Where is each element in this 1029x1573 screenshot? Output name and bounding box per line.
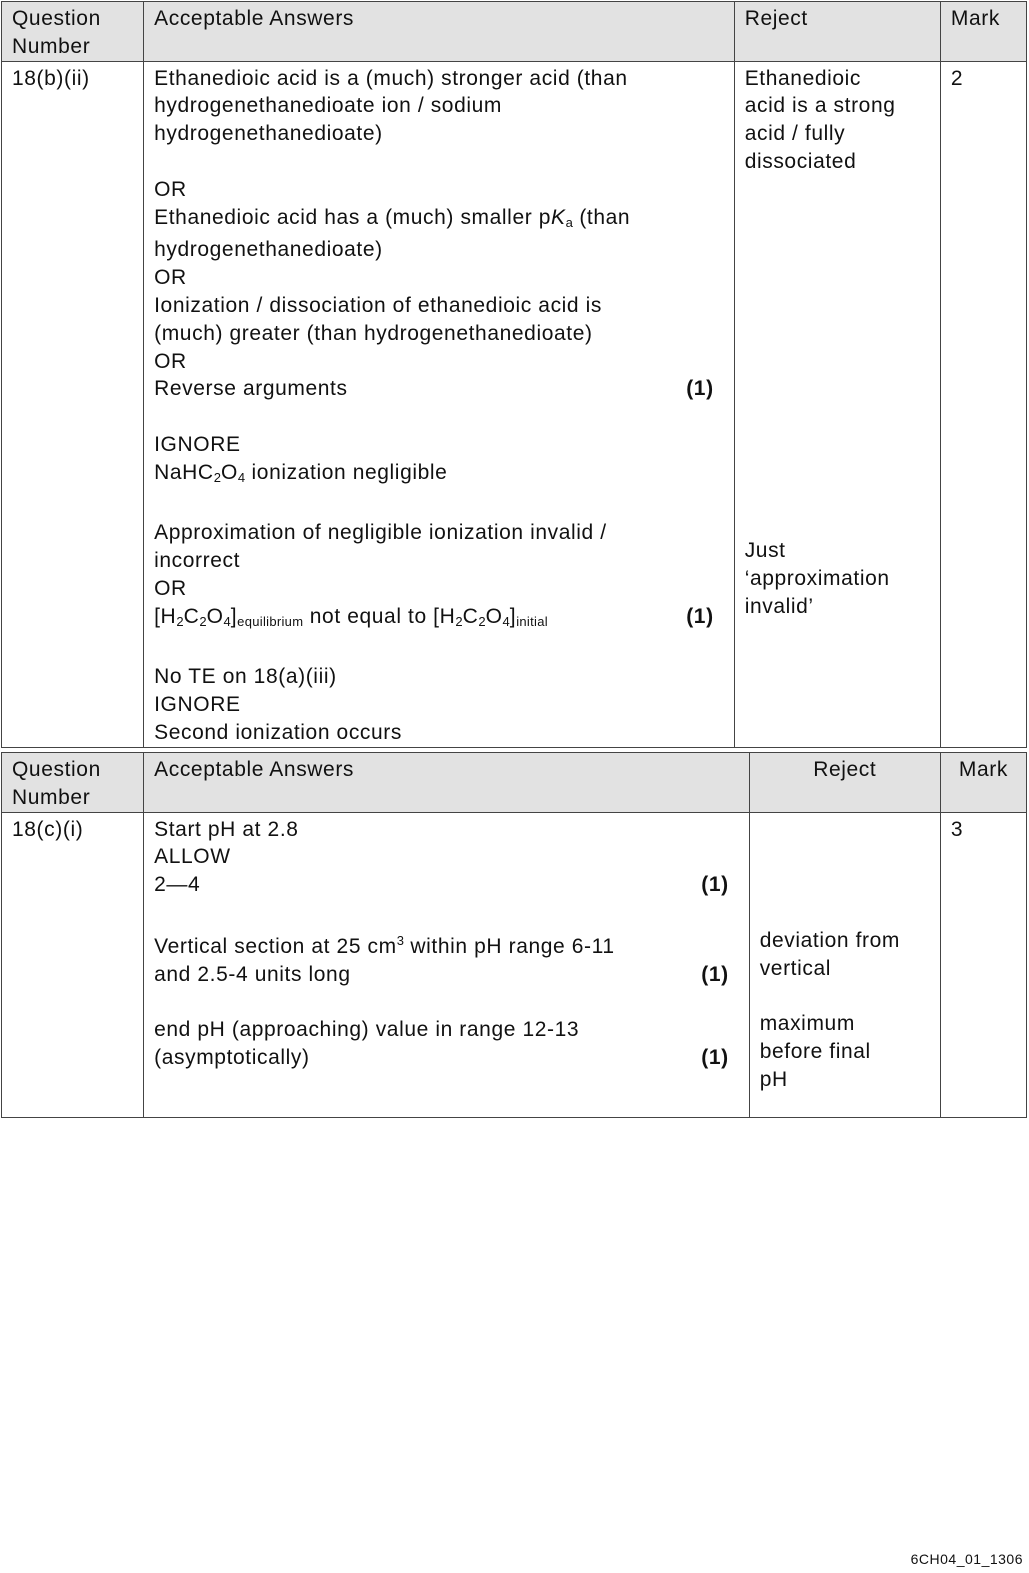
question-number: 18(b)(ii) — [2, 61, 144, 747]
header-question-number — [2, 753, 144, 813]
answer-line: Approximation of negligible ionization invalid / — [154, 521, 607, 545]
acceptable-answers-cell — [144, 61, 735, 747]
answer-line: Second ionization occurs — [154, 720, 402, 744]
reject-line: acid is a strong — [744, 94, 896, 118]
mark-allocation: (1) — [701, 873, 729, 897]
header-mark: Mark — [940, 753, 1026, 813]
header-question-line1: Question — [12, 7, 101, 30]
answer-line: hydrogenethanedioate) — [154, 238, 383, 262]
header-question-number — [2, 2, 144, 62]
mark-allocation: (1) — [701, 962, 729, 986]
answer-line: hydrogenethanedioate) — [154, 122, 383, 146]
answer-line: hydrogenethanedioate ion / sodium — [154, 94, 502, 118]
answer-line: Start pH at 2.8 — [154, 817, 299, 841]
reject-cell — [749, 812, 940, 1117]
reject-line: ‘approximation — [744, 566, 890, 590]
header-acceptable-answers: Acceptable Answers — [144, 753, 750, 813]
answer-line: end pH (approaching) value in range 12-13 — [154, 1018, 580, 1042]
or-label: OR — [154, 349, 187, 373]
mark-allocation: (1) — [686, 604, 714, 628]
mark-scheme-table-18c-i — [1, 752, 1027, 1118]
reject-line: before final — [759, 1039, 871, 1063]
answer-line: Vertical section at 25 $cm^3$ within pH range 6-11 — [154, 932, 615, 958]
header-reject: Reject — [734, 2, 940, 62]
header-reject: Reject — [749, 753, 940, 813]
reject-line: acid / fully — [744, 122, 846, 146]
or-label: OR — [154, 266, 187, 290]
header-acceptable-answers: Acceptable Answers — [144, 2, 735, 62]
reject-line: Ethanedioic — [744, 66, 862, 90]
mark-value: 3 — [940, 812, 1026, 1117]
reject-cell — [734, 61, 940, 747]
reject-line: Just — [744, 539, 786, 563]
answer-line: incorrect — [154, 549, 241, 573]
answer-line: Ethanedioic acid has a (much) smaller $pK_a$ (than — [154, 205, 631, 230]
reject-line: dissociated — [744, 149, 857, 173]
answer-line: $[H_2C_2O_4]equilibrium$ not equal to $[H_2C_2O_4]initial$ (1) — [154, 603, 724, 636]
answer-line: Reverse arguments (1) — [154, 375, 724, 403]
answer-line: 2—4 (1) — [154, 871, 739, 899]
answer-line: Ionization / dissociation of ethanedioic acid is — [154, 293, 603, 317]
mark-scheme-table-18b-ii — [1, 1, 1027, 748]
reject-line: maximum — [759, 1012, 855, 1036]
answer-line: and 2.5-4 units long (1) — [154, 961, 739, 989]
ignore-label: IGNORE — [154, 693, 241, 717]
answer-line: (much) greater (than hydrogenethanedioate) — [154, 321, 593, 345]
question-number: 18(c)(i) — [2, 812, 144, 1117]
header-question-line2: Number — [12, 785, 91, 809]
or-label: OR — [154, 576, 187, 600]
reject-line: invalid’ — [744, 594, 814, 618]
or-label: OR — [154, 177, 187, 201]
header-question-line1: Question — [12, 758, 101, 781]
header-mark: Mark — [940, 2, 1026, 62]
mark-value: 2 — [940, 61, 1026, 747]
acceptable-answers-cell — [144, 812, 750, 1117]
answer-line: $NaHC_2O_4$ ionization negligible — [154, 460, 448, 485]
allow-label: ALLOW — [154, 845, 231, 869]
reject-line: pH — [759, 1067, 788, 1091]
reject-line: vertical — [759, 956, 832, 980]
header-question-line2: Number — [12, 34, 91, 58]
mark-allocation: (1) — [701, 1045, 729, 1069]
answer-line: (asymptotically) (1) — [154, 1044, 739, 1072]
document-code: 6CH04_01_1306 — [910, 1551, 1023, 1567]
mark-allocation: (1) — [686, 377, 714, 401]
answer-line: Ethanedioic acid is a (much) stronger acid (than — [154, 66, 628, 90]
ignore-label: IGNORE — [154, 432, 241, 456]
answer-line: No TE on 18(a)(iii) — [154, 665, 337, 689]
reject-line: deviation from — [759, 928, 900, 952]
